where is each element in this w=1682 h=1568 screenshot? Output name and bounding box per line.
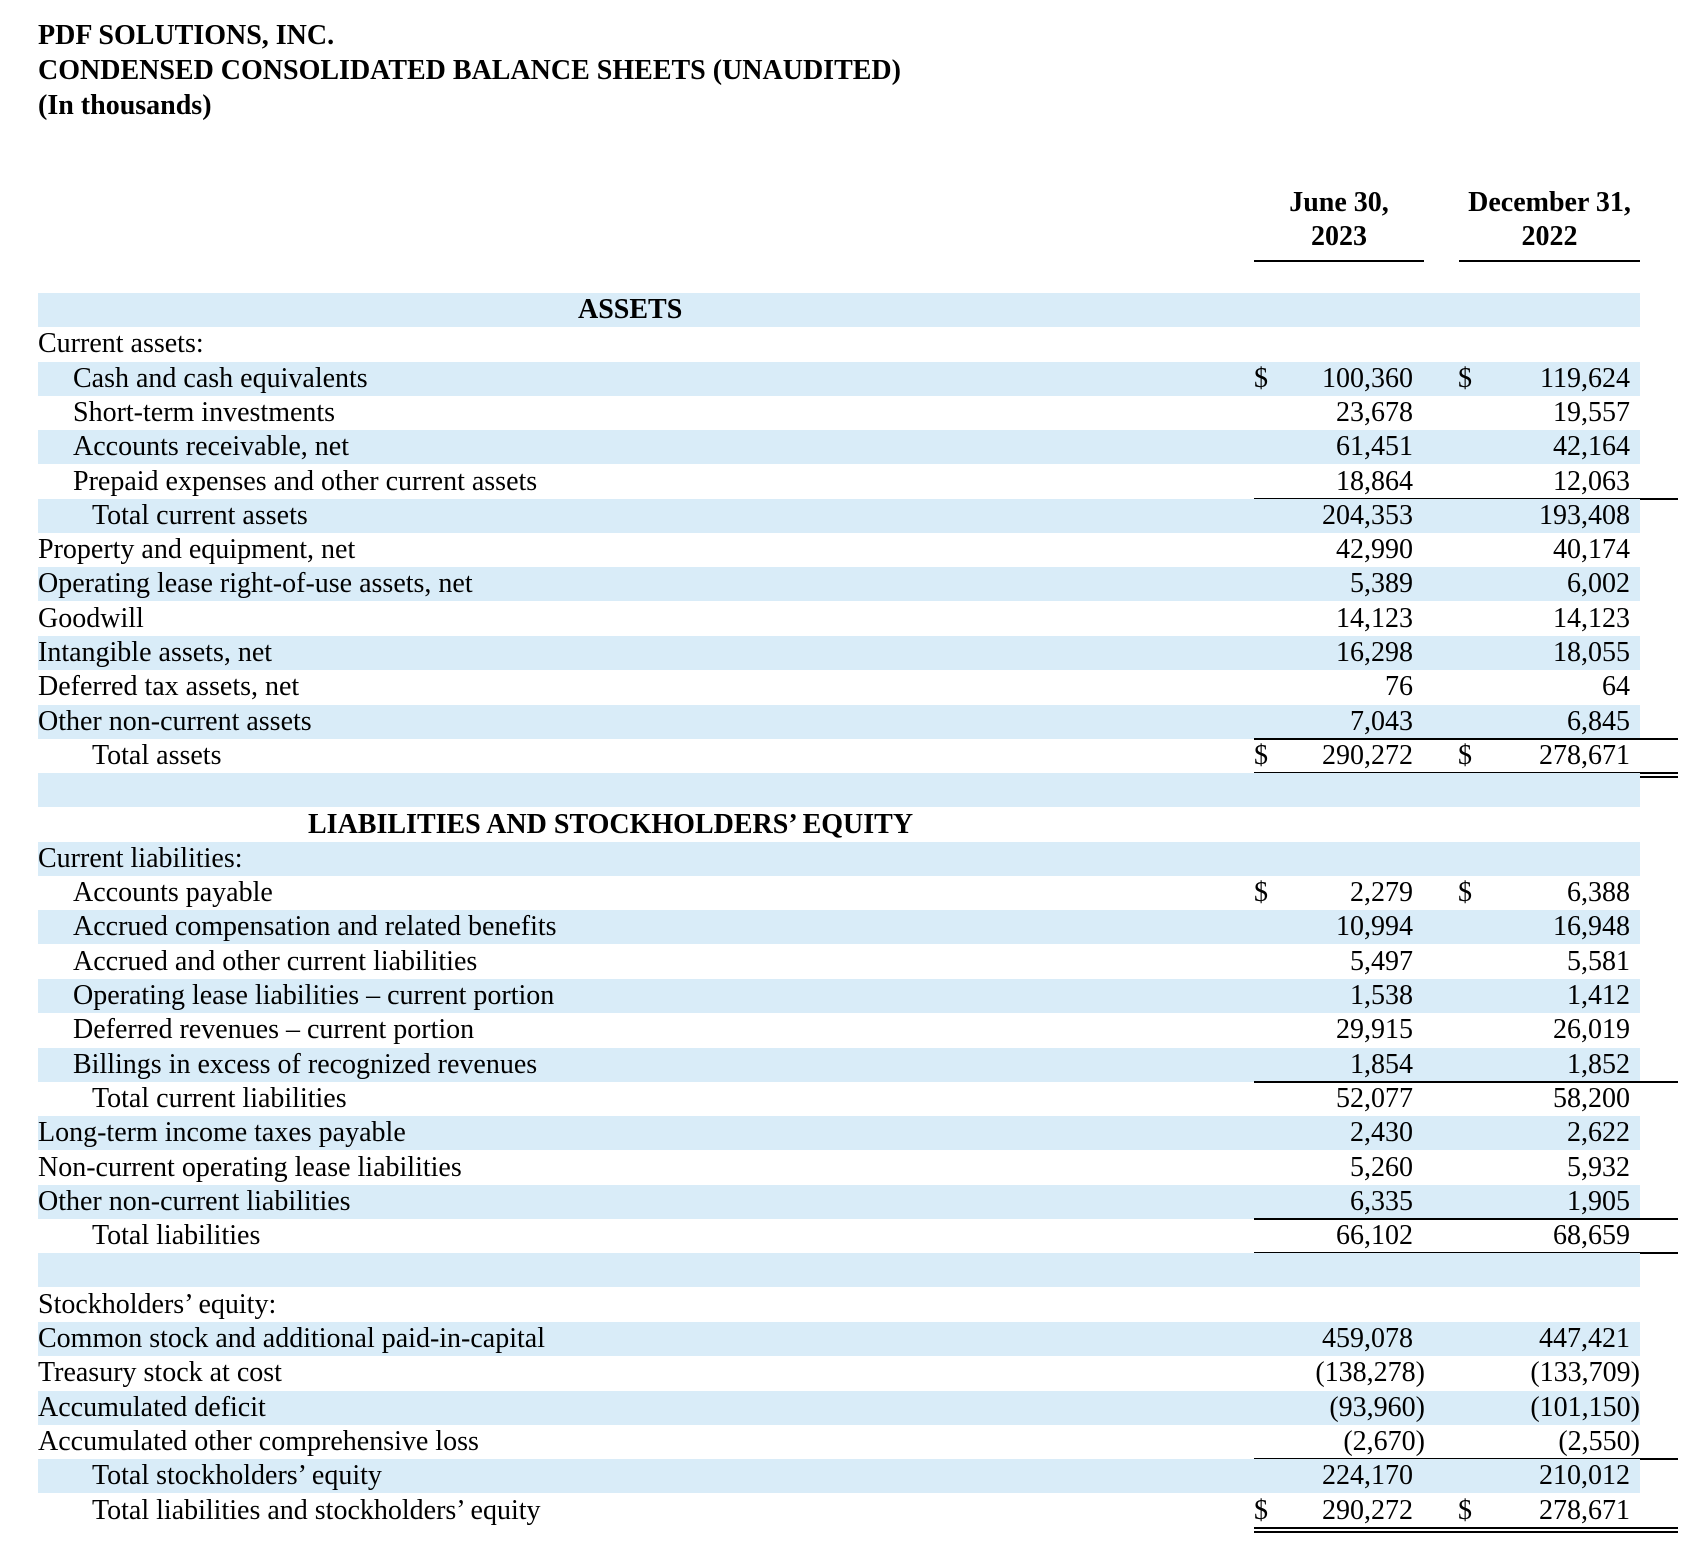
table-row <box>38 1013 1640 1047</box>
value-december-2022: 12,063 <box>1553 465 1630 497</box>
row-label: Accounts receivable, net <box>73 431 349 463</box>
row-label: Deferred tax assets, net <box>38 671 300 703</box>
value-december-2022: 2,622 <box>1567 1117 1630 1149</box>
table-row <box>38 1151 1640 1185</box>
value-december-2022: 26,019 <box>1553 1014 1630 1046</box>
table-row <box>38 1356 1640 1390</box>
row-label: Deferred revenues – current portion <box>73 1014 475 1046</box>
value-june-2023: 29,915 <box>1336 1014 1413 1046</box>
column-header-june-2023 <box>1254 186 1424 254</box>
table-row <box>38 602 1640 636</box>
table-row <box>38 876 1640 910</box>
value-december-2022: 447,421 <box>1539 1323 1630 1354</box>
table-row <box>38 636 1640 670</box>
table-row <box>38 1116 1640 1150</box>
table-row <box>38 465 1640 499</box>
column-header-december-2022 <box>1459 186 1640 254</box>
value-june-2023: 52,077 <box>1336 1082 1413 1114</box>
value-december-2022: 14,123 <box>1553 602 1630 634</box>
value-june-2023: (2,670) <box>1343 1425 1425 1457</box>
row-label: Total current assets <box>92 499 308 531</box>
blank-row <box>38 1253 1640 1287</box>
value-june-2023: (138,278) <box>1315 1357 1425 1389</box>
value-december-2022: 16,948 <box>1553 911 1630 943</box>
table-row <box>38 979 1640 1013</box>
value-december-2022: 1,852 <box>1567 1048 1630 1080</box>
dollar-sign: $ <box>1458 739 1472 771</box>
value-december-2022: 193,408 <box>1539 499 1630 531</box>
value-december-2022: 1,412 <box>1567 980 1630 1011</box>
row-label: LIABILITIES AND STOCKHOLDERS’ EQUITY <box>308 808 914 840</box>
row-label: Other non-current assets <box>38 705 312 737</box>
dollar-sign: $ <box>1254 877 1268 909</box>
table-row <box>38 1219 1640 1253</box>
value-june-2023: 23,678 <box>1336 396 1413 428</box>
table-row <box>38 705 1640 739</box>
table-row <box>38 945 1640 979</box>
value-december-2022: 6,388 <box>1567 877 1630 909</box>
value-december-2022: 6,002 <box>1567 568 1630 600</box>
row-label: Accounts payable <box>73 877 273 909</box>
value-december-2022: 68,659 <box>1553 1220 1630 1252</box>
value-june-2023: 42,990 <box>1336 534 1413 566</box>
table-row <box>38 1322 1640 1356</box>
column-header-line2: 2023 <box>1311 221 1367 252</box>
row-label: Non-current operating lease liabilities <box>38 1151 462 1183</box>
table-row <box>38 1048 1640 1082</box>
column-header-line1: December 31, <box>1468 187 1631 218</box>
dollar-sign: $ <box>1458 1494 1472 1526</box>
row-label: Accrued and other current liabilities <box>73 945 478 977</box>
column-header-line1: June 30, <box>1289 187 1389 218</box>
row-label: Stockholders’ equity: <box>38 1288 277 1320</box>
value-december-2022: 58,200 <box>1553 1082 1630 1114</box>
value-june-2023: 61,451 <box>1336 431 1413 463</box>
row-label: Goodwill <box>38 602 144 634</box>
row-label: Total stockholders’ equity <box>92 1460 382 1492</box>
row-label: Treasury stock at cost <box>38 1357 282 1389</box>
value-december-2022: 119,624 <box>1540 362 1630 394</box>
value-june-2023: 1,538 <box>1350 980 1413 1011</box>
value-december-2022: 40,174 <box>1553 534 1630 566</box>
units-note: (In thousands) <box>38 90 212 121</box>
value-june-2023: 16,298 <box>1336 637 1413 668</box>
double-underline <box>1254 1531 1460 1533</box>
row-label: Common stock and additional paid-in-capital <box>38 1323 545 1354</box>
value-december-2022: 18,055 <box>1553 637 1630 668</box>
table-row <box>38 327 1640 361</box>
row-label: Total current liabilities <box>92 1082 347 1114</box>
row-label: Current assets: <box>38 328 204 360</box>
dollar-sign: $ <box>1254 362 1268 394</box>
table-row <box>38 567 1640 601</box>
value-december-2022: (101,150) <box>1530 1391 1640 1423</box>
value-june-2023: 14,123 <box>1336 602 1413 634</box>
row-label: Accumulated deficit <box>38 1391 266 1423</box>
table-row <box>38 1082 1640 1116</box>
value-december-2022: 1,905 <box>1567 1185 1630 1217</box>
table-row <box>38 1425 1640 1459</box>
value-december-2022: (2,550) <box>1558 1425 1640 1457</box>
value-june-2023: 10,994 <box>1336 911 1413 943</box>
value-june-2023: 6,335 <box>1350 1185 1413 1217</box>
row-label: Operating lease liabilities – current portion <box>73 980 555 1011</box>
dollar-sign: $ <box>1254 1494 1268 1526</box>
row-label: Short-term investments <box>73 396 336 428</box>
value-december-2022: 6,845 <box>1567 705 1630 737</box>
company-name: PDF SOLUTIONS, INC. <box>38 20 335 51</box>
column-header-underline <box>1459 260 1640 262</box>
table-row <box>38 533 1640 567</box>
row-label: Cash and cash equivalents <box>73 362 368 394</box>
row-label: Billings in excess of recognized revenues <box>73 1048 538 1080</box>
table-row <box>38 842 1640 876</box>
table-row <box>38 362 1640 396</box>
table-row <box>38 739 1640 773</box>
row-label: Long-term income taxes payable <box>38 1117 406 1149</box>
dollar-sign: $ <box>1458 877 1472 909</box>
table-row <box>38 670 1640 704</box>
table-row <box>38 499 1640 533</box>
double-underline <box>1458 1531 1678 1533</box>
value-june-2023: 2,430 <box>1350 1117 1413 1149</box>
value-june-2023: 290,272 <box>1322 739 1413 771</box>
sum-underline <box>1254 1527 1460 1529</box>
value-june-2023: 459,078 <box>1322 1323 1413 1354</box>
table-row <box>38 1494 1640 1528</box>
value-december-2022: 19,557 <box>1553 396 1630 428</box>
row-label: Property and equipment, net <box>38 534 356 566</box>
row-label: Intangible assets, net <box>38 637 273 668</box>
row-label: Total liabilities and stockholders’ equity <box>92 1494 541 1526</box>
sum-underline <box>1458 1527 1678 1529</box>
value-december-2022: 42,164 <box>1553 431 1630 463</box>
value-december-2022: 210,012 <box>1539 1460 1630 1492</box>
statement-title: CONDENSED CONSOLIDATED BALANCE SHEETS (UNAUDITED) <box>38 55 901 86</box>
table-row <box>38 1185 1640 1219</box>
column-header-line2: 2022 <box>1521 221 1578 252</box>
value-december-2022: 5,932 <box>1567 1151 1630 1183</box>
row-label: Total assets <box>92 739 222 771</box>
row-label: Other non-current liabilities <box>38 1185 351 1217</box>
row-label: Accrued compensation and related benefits <box>73 911 557 943</box>
value-june-2023: 76 <box>1385 671 1413 703</box>
table-row <box>38 1391 1640 1425</box>
value-june-2023: (93,960) <box>1329 1391 1425 1423</box>
value-june-2023: 1,854 <box>1350 1048 1413 1080</box>
value-june-2023: 5,389 <box>1350 568 1413 600</box>
value-december-2022: 278,671 <box>1539 739 1630 771</box>
table-row <box>38 1288 1640 1322</box>
value-june-2023: 7,043 <box>1350 705 1413 737</box>
row-label: Accumulated other comprehensive loss <box>38 1425 479 1457</box>
value-december-2022: 5,581 <box>1567 945 1630 977</box>
section-header <box>38 808 1640 842</box>
dollar-sign: $ <box>1254 739 1268 771</box>
value-june-2023: 5,260 <box>1350 1151 1413 1183</box>
value-june-2023: 204,353 <box>1322 499 1413 531</box>
value-december-2022: 278,671 <box>1539 1494 1630 1526</box>
value-june-2023: 290,272 <box>1322 1494 1413 1526</box>
value-june-2023: 66,102 <box>1336 1220 1413 1252</box>
table-row <box>38 1459 1640 1493</box>
blank-row <box>38 773 1640 807</box>
dollar-sign: $ <box>1458 362 1472 394</box>
table-row <box>38 910 1640 944</box>
row-label: Operating lease right-of-use assets, net <box>38 568 473 600</box>
value-december-2022: (133,709) <box>1530 1357 1640 1389</box>
value-june-2023: 224,170 <box>1322 1460 1413 1492</box>
section-header <box>38 293 1640 327</box>
value-june-2023: 100,360 <box>1322 362 1413 394</box>
value-december-2022: 64 <box>1602 671 1630 703</box>
table-row <box>38 396 1640 430</box>
document-header <box>38 18 901 123</box>
row-label: ASSETS <box>578 294 683 325</box>
value-june-2023: 5,497 <box>1350 945 1413 977</box>
value-june-2023: 18,864 <box>1336 465 1413 497</box>
value-june-2023: 2,279 <box>1350 877 1413 909</box>
row-label: Prepaid expenses and other current assets <box>73 465 538 497</box>
row-label: Total liabilities <box>92 1220 261 1252</box>
row-label: Current liabilities: <box>38 842 243 874</box>
table-row <box>38 430 1640 464</box>
column-header-underline <box>1254 260 1424 262</box>
